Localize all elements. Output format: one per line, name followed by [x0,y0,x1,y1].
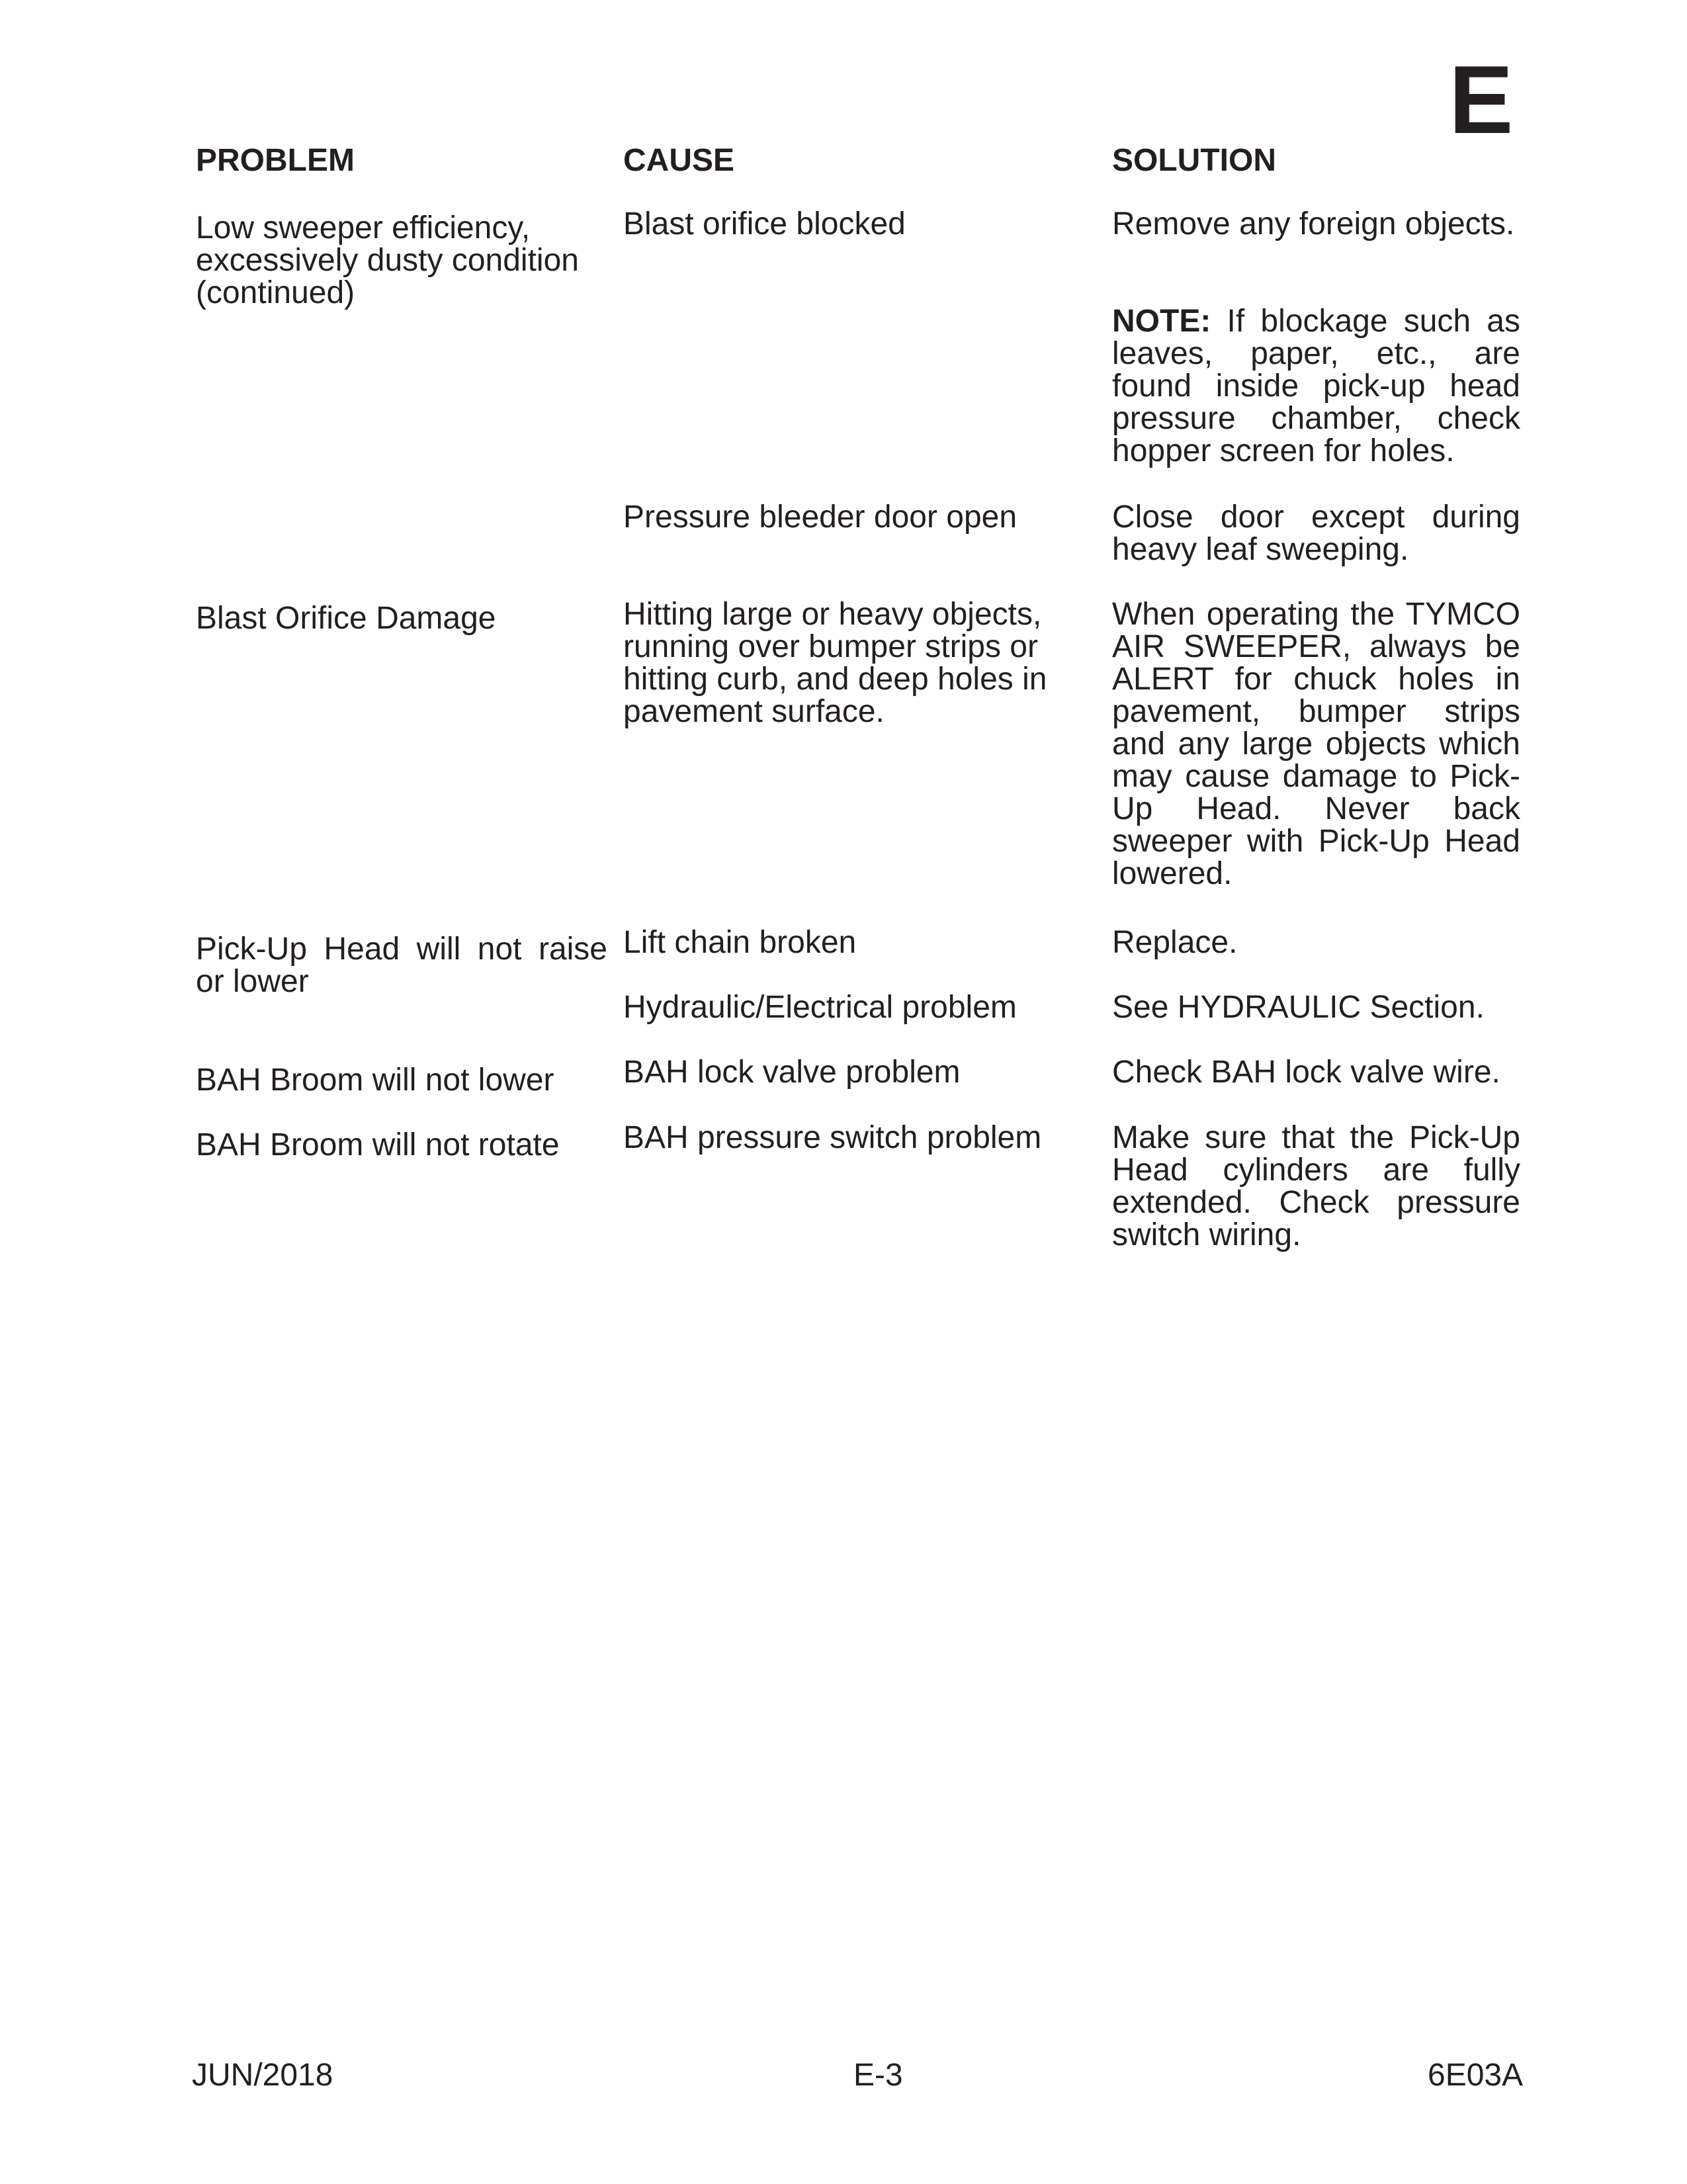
footer-page-number: E-3 [853,2058,903,2093]
solution-be-alert: When operating the TYMCO AIR SWEEPER, always be ALERT for chuck holes in pavement, bumper strips and any large objects which may cause damage to Pick-Up Head. Never back sweeper with Pick-Up Head lowered. [1112,597,1520,891]
cause-bah-switch: BAH pressure switch problem [623,1120,1042,1155]
solution-check-valve: Check BAH lock valve wire. [1112,1055,1500,1090]
solution-close-door: Close door except during heavy leaf sweeping. [1112,500,1520,567]
cause-hydraulic: Hydraulic/Electrical problem [623,990,1017,1025]
solution-column-header: SOLUTION [1112,143,1276,178]
solution-remove-objects [1112,208,1520,240]
cause-bah-valve: BAH lock valve problem [623,1055,961,1090]
footer-document-code: 6E03A [1428,2058,1524,2093]
solution-check-switch: Make sure that the Pick-Up Head cylinders are fully extended. Check pressure switch wiring. [1112,1120,1520,1252]
section-letter: E [1449,46,1514,153]
cause-hitting-objects: Hitting large or heavy objects, running over bumper strips or hitting curb, and deep holes in pavement surface. [623,597,1047,729]
solution-replace: Replace. [1112,925,1238,960]
note-paragraph [1112,305,1520,467]
footer-date: JUN/2018 [192,2058,333,2093]
cause-column-header: CAUSE [623,143,735,178]
note-label: NOTE: [1112,304,1211,339]
problem-orifice-damage: Blast Orifice Damage [196,601,496,636]
cause-bleeder-door: Pressure bleeder door open [623,500,1017,535]
problem-low-efficiency: Low sweeper efficiency, excessively dusty condition (continued) [196,210,579,310]
cause-blast-orifice-blocked: Blast orifice blocked [623,206,906,241]
problem-bah-rotate: BAH Broom will not rotate [196,1127,560,1162]
problem-head-raise: Pick-Up Head will not raise or lower [196,932,607,999]
problem-column-header: PROBLEM [196,143,355,178]
cause-lift-chain: Lift chain broken [623,925,857,960]
solution-see-hydraulic: See HYDRAULIC Section. [1112,990,1485,1025]
note-text: If blockage such as leaves, paper, etc., are found inside pick-up head pressure chamber, check hopper screen for holes. [1112,304,1520,468]
solution-remove-objects-text: Remove any foreign objects. [1112,206,1515,241]
problem-bah-lower: BAH Broom will not lower [196,1063,554,1098]
